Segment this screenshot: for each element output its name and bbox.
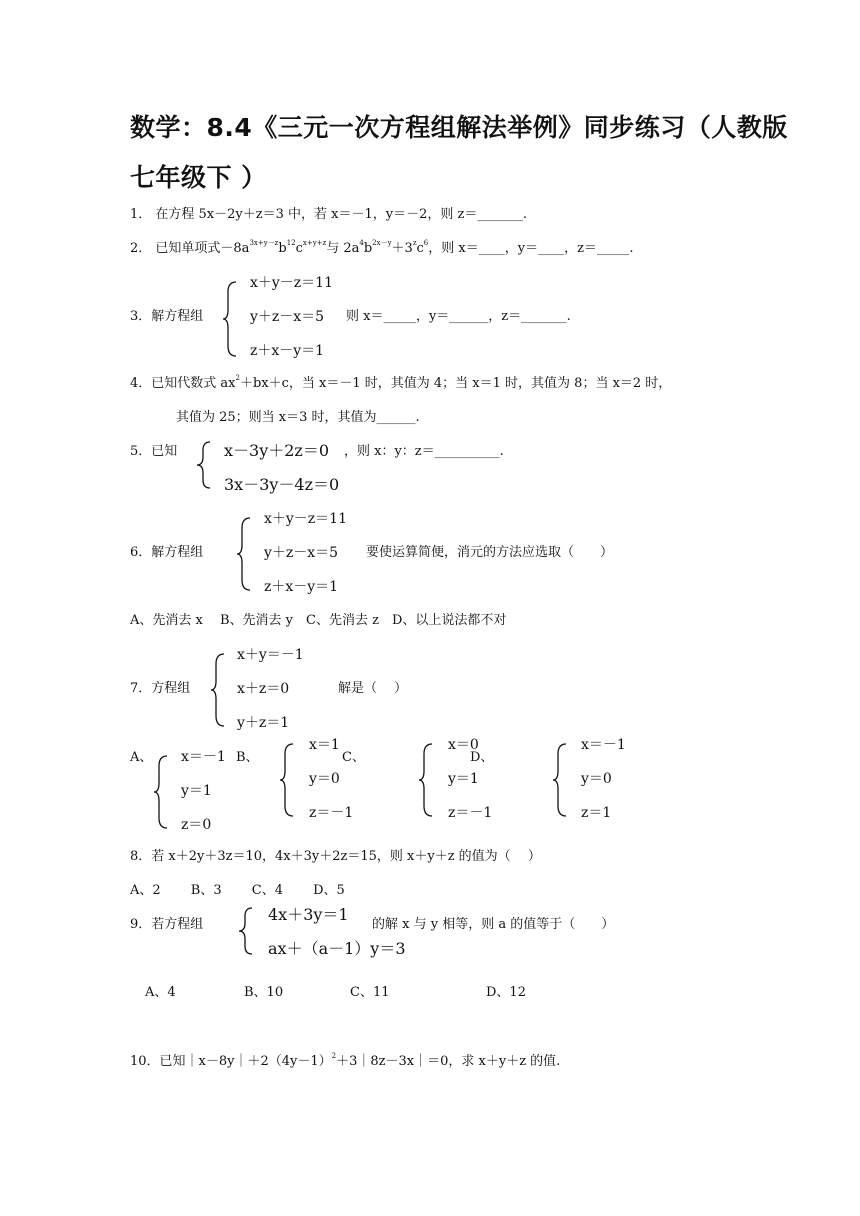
brace [196, 440, 212, 490]
equation: x＋y＝－1 [237, 647, 304, 663]
question-9-label: 9．若方程组 [130, 917, 204, 932]
equation: 3x－3y－4z＝0 [224, 475, 340, 494]
question-8: 8．若 x＋2y＋3z＝10，4x＋3y＋2z＝15，则 x＋y＋z 的值为（ ） [130, 849, 541, 864]
equation: ax＋（a－1）y＝3 [268, 939, 406, 958]
option-d-letter: D、 [470, 750, 494, 765]
equation: 4x＋3y＝1 [268, 905, 349, 924]
option-d-equation: z＝1 [581, 805, 612, 821]
brace [153, 754, 169, 830]
option-c-equation: x＝0 [448, 737, 479, 753]
brace [279, 742, 295, 818]
question-1: 1． 在方程 5x－2y＋z＝3 中，若 x＝－1，y＝－2，则 z＝_______. [130, 207, 527, 222]
question-9-tail: 的解 x 与 y 相等，则 a 的值等于（ ） [372, 917, 615, 932]
question-4-line-1: 4．已知代数式 $ax^2+bx+c$，当 x＝－1 时，其值为 4；当 x＝1 时，其值为 8；当 x＝2 时， [130, 374, 672, 391]
title-line-1: 数学：8.4《三元一次方程组解法举例》同步练习（人教版 [130, 113, 788, 142]
question-7-tail: 解是（ ） [338, 681, 408, 696]
equation: z＋x－y＝1 [250, 343, 325, 359]
equation: x＋y－z＝11 [264, 511, 347, 527]
option-c-letter: C、 [342, 750, 365, 765]
question-6-label: 6．解方程组 [130, 545, 204, 560]
option-d-equation: x＝－1 [581, 737, 626, 753]
option-d-equation: y＝0 [581, 771, 612, 787]
option-b-equation: y＝0 [309, 771, 340, 787]
question-10: 10．已知$|x-8y|+2(4y-1)^2+3|8z-3x|=0$，求 x＋y＋z 的值. [130, 1052, 561, 1069]
question-8-options: A、2 B、3 C、4 D、5 [130, 883, 345, 898]
equation: y＋z＝1 [237, 715, 290, 731]
question-6-tail: 要使运算简便，消元的方法应选取（ ） [366, 545, 614, 560]
brace [210, 652, 226, 728]
question-5-tail: ，则 x：y：z＝__________. [344, 444, 504, 459]
option-a-equation: y＝1 [181, 783, 212, 799]
equation: x＋z＝0 [237, 681, 290, 697]
question-9-option-c: C、11 [350, 985, 390, 1000]
option-a-equation: z＝0 [181, 817, 212, 833]
question-3-label: 3．解方程组 [130, 309, 204, 324]
question-9-option-a: A、4 [145, 985, 176, 1000]
question-7-label: 7．方程组 [130, 681, 191, 696]
title-line-2: 七年级下 ） [130, 163, 267, 192]
question-9-option-b: B、10 [244, 985, 284, 1000]
brace [236, 516, 252, 592]
option-c-equation: y＝1 [448, 771, 479, 787]
equation: x－3y＋2z＝0 [224, 441, 330, 460]
question-5-label: 5．已知 [130, 444, 178, 459]
question-6-options: A、先消去 x B、先消去 y C、先消去 z D、以上说法都不对 [130, 613, 507, 628]
option-b-letter: B、 [236, 750, 259, 765]
option-b-equation: z＝－1 [309, 805, 354, 821]
question-9-option-d: D、12 [486, 985, 526, 1000]
brace [418, 742, 434, 818]
question-4-line-2: 其值为 25；则当 x＝3 时，其值为______. [176, 410, 420, 425]
option-a-letter: A、 [130, 750, 153, 765]
brace [552, 742, 568, 818]
option-c-equation: z＝－1 [448, 805, 493, 821]
question-2: 2． 已知单项式$-8a^{3x+y-z}b^{12}c^{x+y+z}$与 $2a^4b^{2x-y}+3^zc^6$，则 x＝____，y＝____，z＝_____. [130, 239, 634, 256]
equation: y＋z－x＝5 [264, 545, 339, 561]
question-3-tail: 则 x＝_____，y＝______，z＝_______. [346, 309, 571, 324]
equation: y＋z－x＝5 [250, 309, 325, 325]
equation: x＋y－z＝11 [250, 275, 333, 291]
brace [222, 280, 238, 358]
brace [238, 906, 254, 956]
option-b-equation: x＝1 [309, 737, 340, 753]
equation: z＋x－y＝1 [264, 579, 339, 595]
option-a-equation: x＝－1 [181, 749, 226, 765]
